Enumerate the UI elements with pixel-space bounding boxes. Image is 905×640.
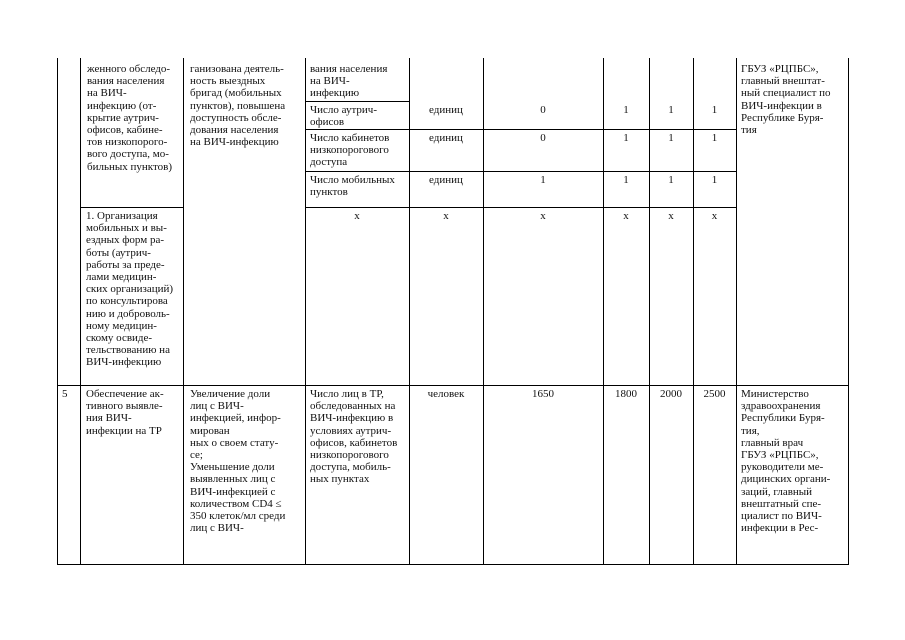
indicator-value: 1 bbox=[711, 132, 718, 144]
unit-cell: человек bbox=[427, 388, 465, 400]
x-mark: x bbox=[711, 210, 718, 222]
indicator-value: 1 bbox=[623, 132, 629, 144]
table-rule bbox=[57, 564, 849, 565]
task-cell: 1. Организация мобильных и вы- ездных форм ра- боты (аутрич- работы за преде- лами медицин- ских организаций) по консультирова нию и доброволь- ному медицин- скому освиде- тельствованию на ВИЧ-инфекцию bbox=[86, 210, 174, 369]
table-rule bbox=[80, 58, 81, 565]
table-rule bbox=[848, 58, 849, 565]
indicator-value: 1 bbox=[711, 174, 718, 186]
result-cell-continued: ганизована деятель- ность выездных бригад (мобильных пунктов), повышена доступность обсле- дования населения на ВИЧ-инфекцию bbox=[190, 63, 286, 149]
indicator-value: 1 bbox=[668, 104, 674, 116]
indicator-value: 1 bbox=[623, 174, 629, 186]
responsible-cell: Министерство здравоохранения Республики Буря- тия, главный врач ГБУЗ «РЦПБС», руководители ме- дицинских органи- заций, главный внештатный спе- циалист по ВИЧ- инфекции в Рес- bbox=[741, 388, 831, 535]
table-rule bbox=[305, 207, 736, 208]
value-cell: 1800 bbox=[615, 388, 637, 400]
indicator-cell-continued: вания населения на ВИЧ- инфекцию bbox=[310, 63, 388, 100]
indicator-name: Число мобильных пунктов bbox=[310, 174, 395, 199]
result-cell: Увеличение доли лиц с ВИЧ- инфекцией, инфор- мирован ных о своем стату- се; Уменьшение доли выявленных лиц с ВИЧ-инфекцией с количеством CD4 ≤ 350 клеток/мл среди лиц с ВИЧ- bbox=[190, 388, 286, 535]
indicator-unit: единиц bbox=[429, 132, 463, 144]
table-rule bbox=[305, 101, 409, 102]
table-rule bbox=[736, 58, 737, 565]
indicator-value: 1 bbox=[668, 132, 674, 144]
table-rule bbox=[183, 58, 184, 565]
table-rule bbox=[305, 129, 736, 130]
x-mark: x bbox=[668, 210, 674, 222]
x-mark: x bbox=[623, 210, 629, 222]
table-rule bbox=[80, 207, 183, 208]
table-rule bbox=[305, 171, 736, 172]
indicator-value: 0 bbox=[540, 132, 546, 144]
responsible-cell-continued: ГБУЗ «РЦПБС», главный внештат- ный специалист по ВИЧ-инфекции в Республике Буря- тия bbox=[741, 63, 831, 137]
indicator-value: 0 bbox=[540, 104, 546, 116]
table-rule bbox=[57, 58, 58, 565]
x-mark: x bbox=[354, 210, 360, 222]
table-rule bbox=[57, 385, 849, 386]
value-cell: 2500 bbox=[703, 388, 726, 400]
row-number: 5 bbox=[62, 388, 68, 400]
table-rule bbox=[305, 58, 306, 565]
indicator-value: 1 bbox=[668, 174, 674, 186]
x-mark: x bbox=[443, 210, 449, 222]
value-cell: 2000 bbox=[660, 388, 682, 400]
indicator-cell: Число лиц в ТР, обследованных на ВИЧ-инфекцию в условиях аутрич- офисов, кабинетов низкопорогового доступа, мобиль- ных пунктах bbox=[310, 388, 398, 486]
indicator-value: 1 bbox=[623, 104, 629, 116]
indicator-unit: единиц bbox=[429, 174, 463, 186]
x-mark: x bbox=[540, 210, 546, 222]
indicator-unit: единиц bbox=[429, 104, 463, 116]
goal-cell-continued: женного обследо- вания населения на ВИЧ- инфекцию (от- крытие аутрич- офисов, кабине- тов низкопорого- вого доступа, мо- бильных пунктов) bbox=[87, 63, 173, 173]
indicator-name: Число аутрич- офисов bbox=[310, 104, 378, 129]
indicator-name: Число кабинетов низкопорогового доступа bbox=[310, 132, 390, 169]
value-cell: 1650 bbox=[532, 388, 554, 400]
indicator-value: 1 bbox=[711, 104, 718, 116]
indicator-value: 1 bbox=[540, 174, 546, 186]
goal-cell: Обеспечение ак- тивного выявле- ния ВИЧ- инфекции на ТР bbox=[86, 388, 164, 437]
